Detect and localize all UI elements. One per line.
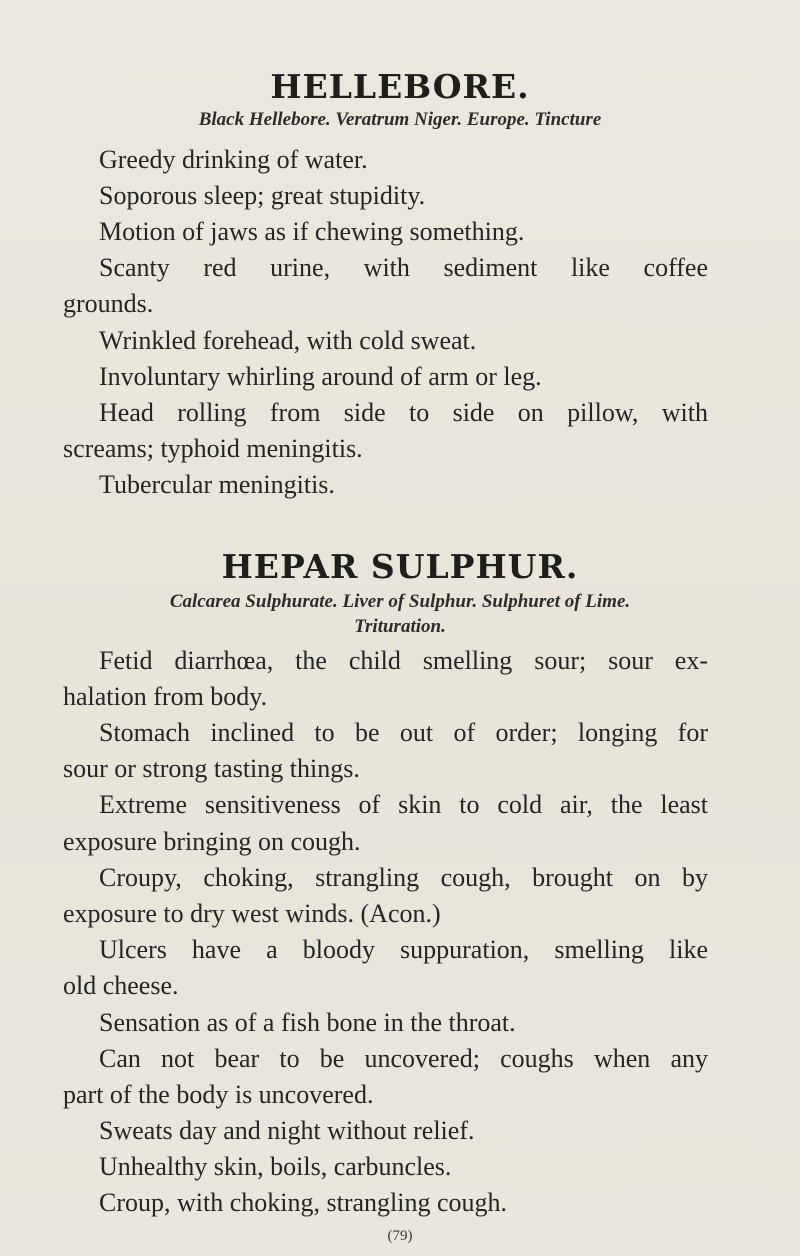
text-line: Extreme sensitiveness of skin to cold air, the least	[99, 790, 708, 819]
text-line: Scanty red urine, with sediment like coffee	[99, 253, 708, 282]
text-line: Can not bear to be uncovered; coughs when any	[99, 1044, 708, 1073]
text-line: Wrinkled forehead, with cold sweat.	[99, 326, 477, 355]
text-line: Involuntary whirling around of arm or leg.	[99, 362, 542, 391]
text-line: Stomach inclined to be out of order; longing for	[99, 718, 708, 747]
text-line: Greedy drinking of water.	[99, 145, 368, 174]
text-line: Head rolling from side to side on pillow, with	[99, 398, 708, 427]
text-line: halation from body.	[63, 682, 268, 711]
text-line: exposure to dry west winds. (Acon.)	[63, 899, 441, 928]
text-line: Croup, with choking, strangling cough.	[99, 1188, 508, 1217]
text-line: Soporous sleep; great stupidity.	[99, 181, 426, 210]
text-line: old cheese.	[63, 971, 179, 1000]
text-line: Tubercular meningitis.	[99, 470, 335, 499]
text-line: sour or strong tasting things.	[63, 754, 360, 783]
section-subtitle-hepar-sulphur-2: Trituration.	[354, 616, 446, 637]
section-subtitle-hellebore: Black Hellebore. Veratrum Niger. Europe. Tincture	[198, 109, 602, 130]
page-number: (79)	[387, 1228, 413, 1244]
text-line: Fetid diarrhœa, the child smelling sour; sour ex-	[99, 646, 708, 675]
text-line: Sensation as of a fish bone in the throat.	[99, 1008, 516, 1037]
section-title-hellebore: HELLEBORE.	[270, 67, 530, 106]
text-line: grounds.	[63, 289, 154, 318]
section-subtitle-hepar-sulphur: Calcarea Sulphurate. Liver of Sulphur. Sulphuret of Lime.	[169, 591, 631, 612]
text-line: Sweats day and night without relief.	[99, 1116, 475, 1145]
text-line: screams; typhoid meningitis.	[63, 434, 363, 463]
section-title-hepar-sulphur: HEPAR SULPHUR.	[221, 547, 579, 586]
text-line: Motion of jaws as if chewing something.	[99, 217, 525, 246]
text-line: part of the body is uncovered.	[63, 1080, 374, 1109]
text-line: exposure bringing on cough.	[63, 827, 361, 856]
text-line: Ulcers have a bloody suppuration, smelling like	[99, 935, 708, 964]
text-line: Croupy, choking, strangling cough, brought on by	[99, 863, 708, 892]
text-line: Unhealthy skin, boils, carbuncles.	[99, 1152, 452, 1181]
